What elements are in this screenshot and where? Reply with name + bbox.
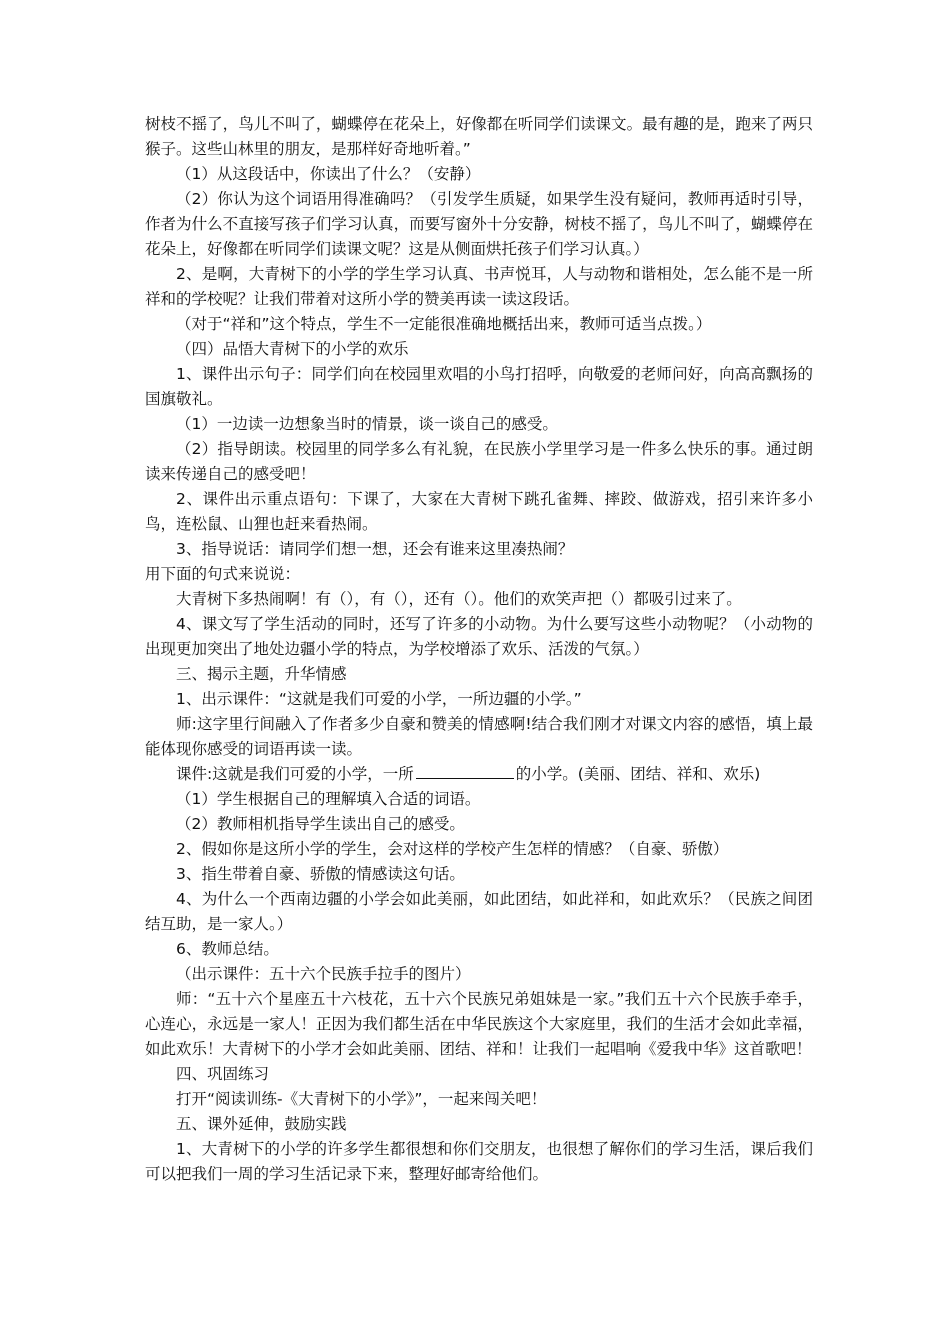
- paragraph: 树枝不摇了，鸟儿不叫了，蝴蝶停在花朵上，好像都在听同学们读课文。最有趣的是，跑来了两只猴子。这些山林里的朋友，是那样好奇地听着。”: [145, 115, 813, 158]
- paragraph: 大青树下多热闹啊！有（），有（），还有（）。他们的欢笑声把（）都吸引过来了。: [176, 590, 742, 608]
- paragraph: （1）从这段话中，你读出了什么？（安静）: [176, 165, 481, 183]
- paragraph: 三、揭示主题，升华情感: [176, 665, 347, 683]
- paragraph: 2、课件出示重点语句：下课了，大家在大青树下跳孔雀舞、摔跤、做游戏，招引来许多小鸟，连松鼠、山狸也赶来看热闹。: [145, 490, 813, 533]
- document-body: [145, 112, 813, 1187]
- paragraph: 2、假如你是这所小学的学生，会对这样的学校产生怎样的情感？（自豪、骄傲）: [176, 840, 729, 858]
- paragraph: （四）品悟大青树下的小学的欢乐: [176, 340, 409, 358]
- paragraph: 4、为什么一个西南边疆的小学会如此美丽，如此团结，如此祥和，如此欢乐？（民族之间团结互助，是一家人。）: [145, 890, 813, 933]
- fill-in-blank: [416, 763, 514, 779]
- paragraph: 3、指生带着自豪、骄傲的情感读这句话。: [176, 865, 465, 883]
- paragraph: 五、课外延伸，鼓励实践: [176, 1115, 347, 1133]
- paragraph: 1、大青树下的小学的许多学生都很想和你们交朋友，也很想了解你们的学习生活，课后我们可以把我们一周的学习生活记录下来，整理好邮寄给他们。: [145, 1140, 813, 1183]
- paragraph: （2）你认为这个词语用得准确吗？（引发学生质疑，如果学生没有疑问，教师再适时引导，作者为什么不直接写孩子们学习认真，而要写窗外十分安静，树枝不摇了，鸟儿不叫了，蝴蝶停在花朵上，好像都在听同学们读课文呢？这是从侧面烘托孩子们学习认真。）: [145, 190, 813, 258]
- paragraph: 师：“五十六个星座五十六枝花，五十六个民族兄弟姐妹是一家。”我们五十六个民族手牵手，心连心，永远是一家人！正因为我们都生活在中华民族这个大家庭里，我们的生活才会如此幸福，如此欢乐！大青树下的小学才会如此美丽、团结、祥和！让我们一起唱响《爱我中华》这首歌吧！: [145, 990, 813, 1058]
- paragraph: 四、巩固练习: [176, 1065, 270, 1083]
- paragraph-group: [145, 112, 813, 762]
- fill-in-before: 课件:这就是我们可爱的小学，一所: [176, 765, 414, 783]
- paragraph: （2）指导朗读。校园里的同学多么有礼貌，在民族小学里学习是一件多么快乐的事。通过朗读来传递自己的感受吧！: [145, 440, 813, 483]
- paragraph: 3、指导说话：请同学们想一想，还会有谁来这里凑热闹？: [176, 540, 574, 558]
- paragraph: （1）一边读一边想象当时的情景，谈一谈自己的感受。: [176, 415, 558, 433]
- paragraph: 师:这字里行间融入了作者多少自豪和赞美的情感啊!结合我们刚才对课文内容的感悟，填上最能体现你感受的词语再读一读。: [145, 715, 813, 758]
- paragraph: 1、课件出示句子：同学们向在校园里欢唱的小鸟打招呼，向敬爱的老师问好，向高高飘扬的国旗敬礼。: [145, 365, 813, 408]
- paragraph: （出示课件：五十六个民族手拉手的图片）: [176, 965, 471, 983]
- paragraph: 1、出示课件：“这就是我们可爱的小学，一所边疆的小学。”: [176, 690, 582, 708]
- paragraph: 4、课文写了学生活动的同时，还写了许多的小动物。为什么要写这些小动物呢？（小动物的出现更加突出了地处边疆小学的特点，为学校增添了欢乐、活泼的气氛。）: [145, 615, 813, 658]
- fill-in-after: 的小学。(美丽、团结、祥和、欢乐): [515, 765, 761, 783]
- paragraph: 6、教师总结。: [176, 940, 279, 958]
- fill-in-sentence: [145, 762, 813, 787]
- paragraph: 2、是啊，大青树下的小学的学生学习认真、书声悦耳，人与动物和谐相处，怎么能不是一所祥和的学校呢？让我们带着对这所小学的赞美再读一读这段话。: [145, 265, 813, 308]
- paragraph: 用下面的句式来说说：: [145, 565, 301, 583]
- paragraph: （2）教师相机指导学生读出自己的感受。: [176, 815, 465, 833]
- paragraph: （对于“祥和”这个特点，学生不一定能很准确地概括出来，教师可适当点拨。）: [176, 315, 712, 333]
- paragraph-group: [145, 787, 813, 1187]
- paragraph: 打开“阅读训练-《大青树下的小学》”，一起来闯关吧！: [176, 1090, 547, 1108]
- paragraph: （1）学生根据自己的理解填入合适的词语。: [176, 790, 481, 808]
